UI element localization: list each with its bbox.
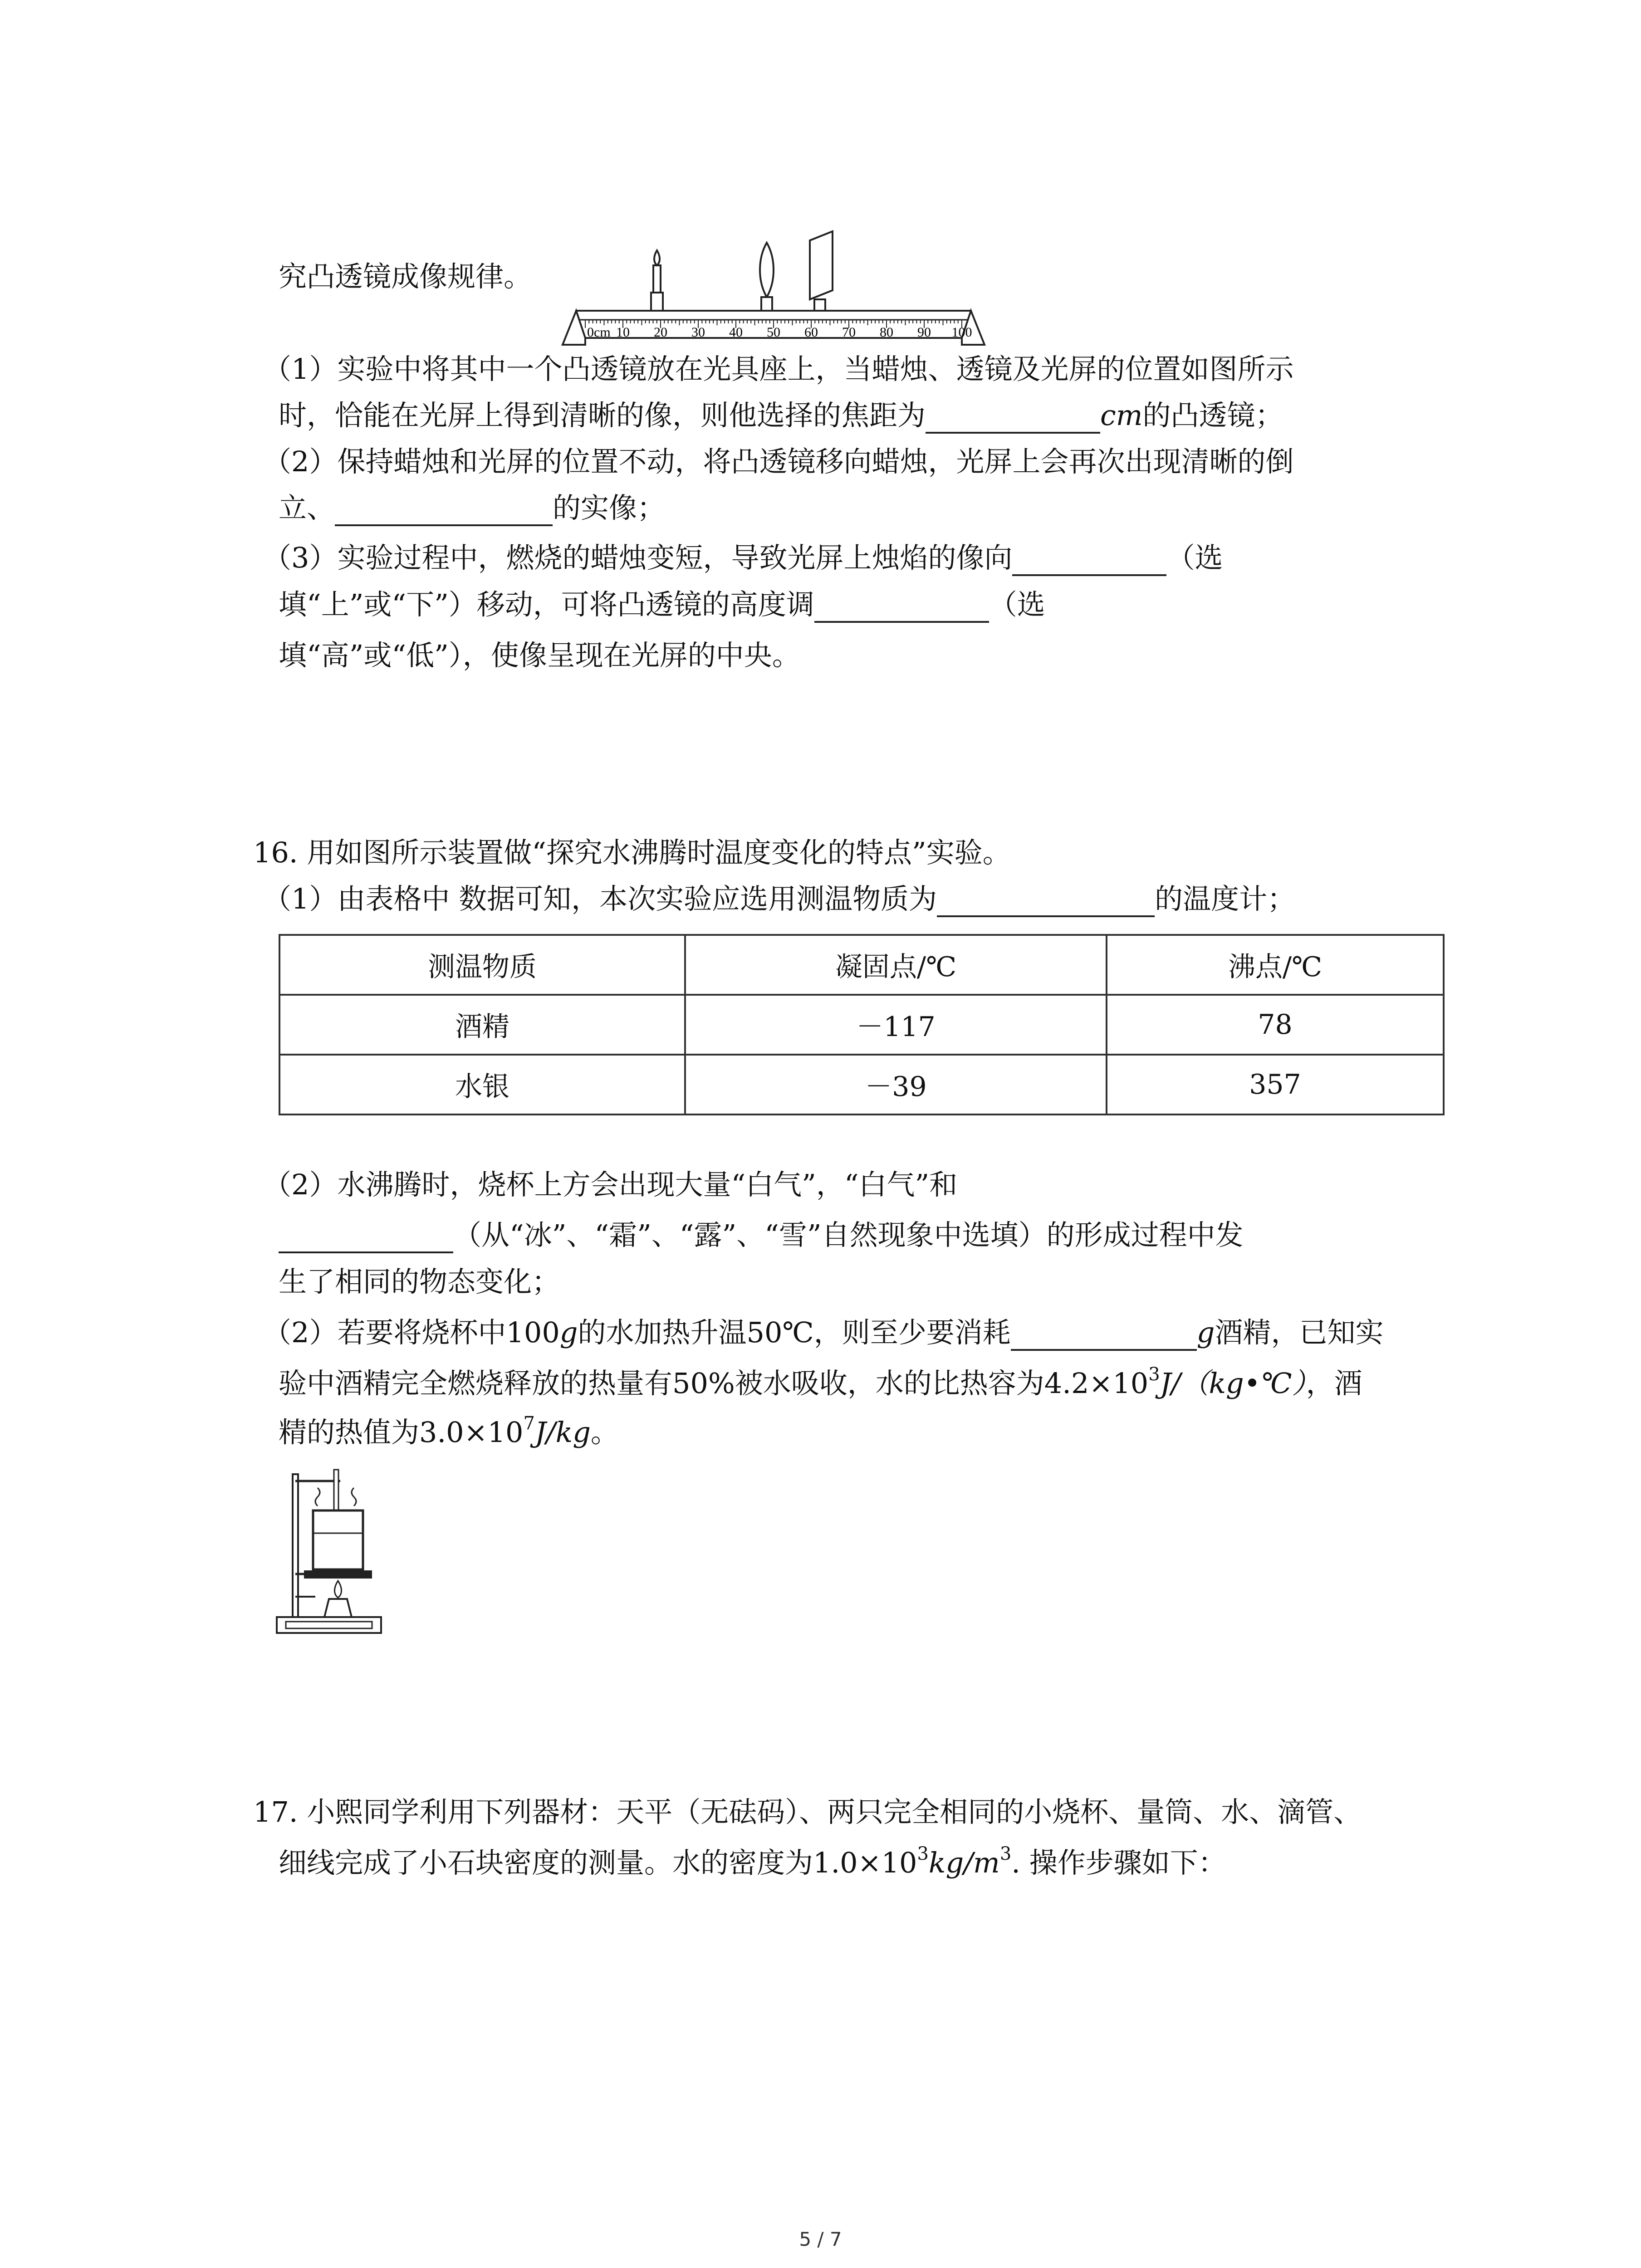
q15-part3-line-c: 填“高”或“低”），使像呈现在光屏的中央。: [279, 639, 800, 672]
table-cell: 水银: [279, 1055, 685, 1114]
bench-tick-label: 100: [951, 325, 972, 340]
q16-part1: （1）由表格中 数据可知，本次实验应选用测温物质为 的温度计；: [263, 881, 1295, 917]
bench-tick-label: 90: [917, 325, 931, 340]
q16-alcohol-mass-blank: [1011, 1320, 1197, 1351]
table-cell: 酒精: [279, 995, 685, 1055]
table-header-row: [279, 935, 1444, 995]
q15-intro-tail: 究凸透镜成像规律。: [279, 260, 532, 293]
q15-part2-line-b: 立、 的实像；: [279, 490, 665, 526]
table-cell: 357: [1107, 1055, 1444, 1114]
q16-part3-line-b: 验中酒精完全燃烧释放的热量有50%被水吸收，水的比热容为$4.2\times 10^3J/(kg•℃)$，酒: [279, 1364, 1362, 1400]
q15-part2-line-a: （2）保持蜡烛和光屏的位置不动，将凸透镜移向蜡烛，光屏上会再次出现清晰的倒: [263, 445, 1294, 478]
q16-part3-line-c: 精的热值为$3.0\times 10^7J/kg$。: [279, 1413, 619, 1449]
q15-height-blank: [814, 592, 989, 623]
optical-bench-figure: [558, 222, 989, 354]
light-screen-icon: [810, 231, 833, 311]
q15-part3-line-a: （3）实验过程中，燃烧的蜡烛变短，导致光屏上烛焰的像向 （选: [263, 540, 1223, 576]
thermometer-substance-table: [279, 934, 1445, 1115]
flame-icon: [335, 1581, 342, 1598]
q16-part2-line-a: （2）水沸腾时，烧杯上方会出现大量“白气”，“白气”和: [263, 1168, 958, 1201]
bench-tick-label: 50: [767, 325, 780, 340]
q15-part1-line-b: 时，恰能在光屏上得到清晰的像，则他选择的焦距为 cm的凸透镜；: [279, 397, 1283, 434]
beaker-icon: [313, 1510, 363, 1569]
boiling-apparatus-figure: [272, 1465, 386, 1637]
table-header-cell: 凝固点/℃: [685, 935, 1107, 995]
bench-tick-label: 40: [729, 325, 743, 340]
q16-phenomenon-blank: [279, 1222, 453, 1253]
bench-tick-label: 70: [842, 325, 856, 340]
bench-tick-label: 30: [691, 325, 705, 340]
bench-tick-label: 80: [880, 325, 893, 340]
table-row: [279, 1055, 1444, 1114]
table-row: [279, 995, 1444, 1055]
q15-image-size-blank: [335, 495, 553, 526]
alcohol-lamp-icon: [324, 1599, 352, 1617]
bench-tick-label: 60: [804, 325, 818, 340]
q16-substance-blank: [937, 886, 1155, 917]
candle-icon: [651, 250, 663, 311]
table-cell: －39: [685, 1055, 1107, 1114]
q16-part3-line-a: （2）若要将烧杯中100g的水加热升温50℃，则至少要消耗 g酒精，已知实: [263, 1315, 1383, 1351]
q15-focal-length-blank: [926, 403, 1100, 434]
q15-part1-line-a: （1）实验中将其中一个凸透镜放在光具座上，当蜡烛、透镜及光屏的位置如图所示: [263, 352, 1294, 386]
page-number: 5 / 7: [799, 2228, 842, 2250]
table-cell: 78: [1107, 995, 1444, 1055]
q17-line-1: 17. 小熙同学利用下列器材：天平（无砝码）、两只完全相同的小烧杯、量筒、水、滴管、: [253, 1795, 1362, 1828]
bench-tick-label: 10: [616, 325, 630, 340]
bench-tick-label: 20: [654, 325, 667, 340]
bench-tick-label: 0cm: [587, 325, 611, 340]
q17-line-2: 细线完成了小石块密度的测量。水的密度为$1.0\times 10^3kg/m^3$. 操作步骤如下：: [279, 1843, 1226, 1879]
table-cell: －117: [685, 995, 1107, 1055]
q16-part2-line-c: 生了相同的物态变化；: [279, 1265, 560, 1298]
table-header-cell: 沸点/℃: [1107, 935, 1444, 995]
q15-direction-blank: [1012, 545, 1166, 576]
convex-lens-icon: [760, 243, 774, 311]
q16-stem: 16. 用如图所示装置做“探究水沸腾时温度变化的特点”实验。: [253, 836, 1011, 869]
q15-part3-line-b: 填“上”或“下”）移动，可将凸透镜的高度调 （选: [279, 587, 1045, 623]
table-header-cell: 测温物质: [279, 935, 685, 995]
q16-part2-line-b: （从“冰”、“霜”、“露”、“雪”自然现象中选填）的形成过程中发: [279, 1217, 1244, 1253]
